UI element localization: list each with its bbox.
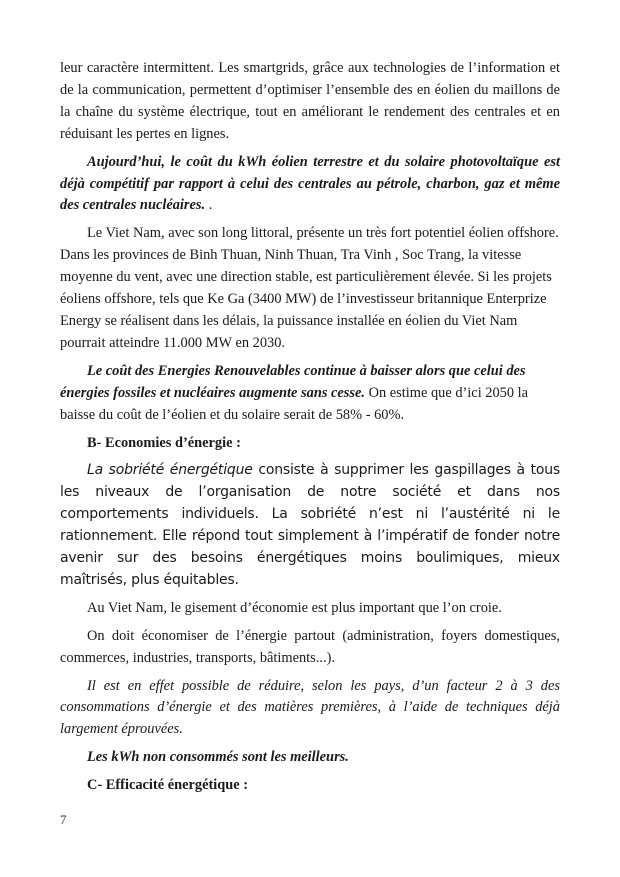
emphasis-renewable-cost: Le coût des Energies Renouvelables continue à baisser alors que celui des énergies fossiles et nucléaires augmente sans cesse. xyxy=(60,362,526,401)
paragraph-save-everywhere: On doit économiser de l’énergie partout (administration, foyers domestiques, commerces, industries, transports, bâtiments...). xyxy=(60,627,560,666)
paragraph-smartgrids: leur caractère intermittent. Les smartgrids, grâce aux technologies de l’information et de la communication, permettent d’optimiser l’ensemble des en éolien du maillons de la chaîne du système électrique, tout en améliorant le rendement des centrales et en réduisant les pertes en lignes. xyxy=(60,60,560,142)
emphasis-cost-competitive: Aujourd’hui, le coût du kWh éolien terrestre et du solaire photovoltaïque est déjà compétitif par rapport à celui des centrales au pétrole, charbon, gaz et même des centrales nucléaires. xyxy=(60,153,560,214)
section-heading-c: C- Efficacité énergétique : xyxy=(87,777,249,794)
document-page xyxy=(60,58,560,797)
paragraph-reduction-factor: Il est en effet possible de réduire, selon les pays, d’un facteur 2 à 3 des consommations d’énergie et des matières premières, à l’aide de techniques déjà largement éprouvées. xyxy=(60,677,560,738)
paragraph-vietnam-savings: Au Viet Nam, le gisement d’économie est plus important que l’on croie. xyxy=(87,599,502,616)
page-number: 7 xyxy=(60,812,67,827)
paragraph-best-kwh: Les kWh non consommés sont les meilleurs. xyxy=(87,749,349,766)
paragraph-sobriety-rest: consiste à supprimer les gaspillages à tous les niveaux de l’organisation de notre société et dans nos comportements individuels. La sobriété n’est ni l’austérité ni le rationnement. Elle répond tout simplement à l’impératif de fonder notre avenir sur des besoins énergétiques moins boulimiques, mieux maîtrisés, plus équitables. xyxy=(60,462,560,588)
paragraph-sobriety xyxy=(60,460,560,591)
paragraph-renewable-cost-rest: On estime que d’ici 2050 la baisse du coût de l’éolien et du solaire serait de 58% - 60%. xyxy=(60,384,529,423)
paragraph-vietnam-offshore: Le Viet Nam, avec son long littoral, présente un très fort potentiel éolien offshore. Dans les provinces de Binh Thuan, Ninh Thuan, Tra Vinh , Soc Trang, la vitesse moyenne du vent, avec une direction stable, est particulièrement élevée. Si les projets éoliens offshore, tels que Ke Ga (3400 MW) de l’investisseur britannique Enterprize Energy se réalisent dans les délais, la puissance installée en éolien du Viet Nam pourrait atteindre 11.000 MW en 2030. xyxy=(60,225,559,351)
emphasis-sobriety: La sobriété énergétique xyxy=(87,462,253,479)
section-heading-b: B- Economies d’énergie : xyxy=(87,434,241,451)
paragraph-cost-competitive xyxy=(60,152,560,218)
paragraph-renewable-cost xyxy=(60,361,560,427)
paragraph-tail: . xyxy=(205,197,213,214)
